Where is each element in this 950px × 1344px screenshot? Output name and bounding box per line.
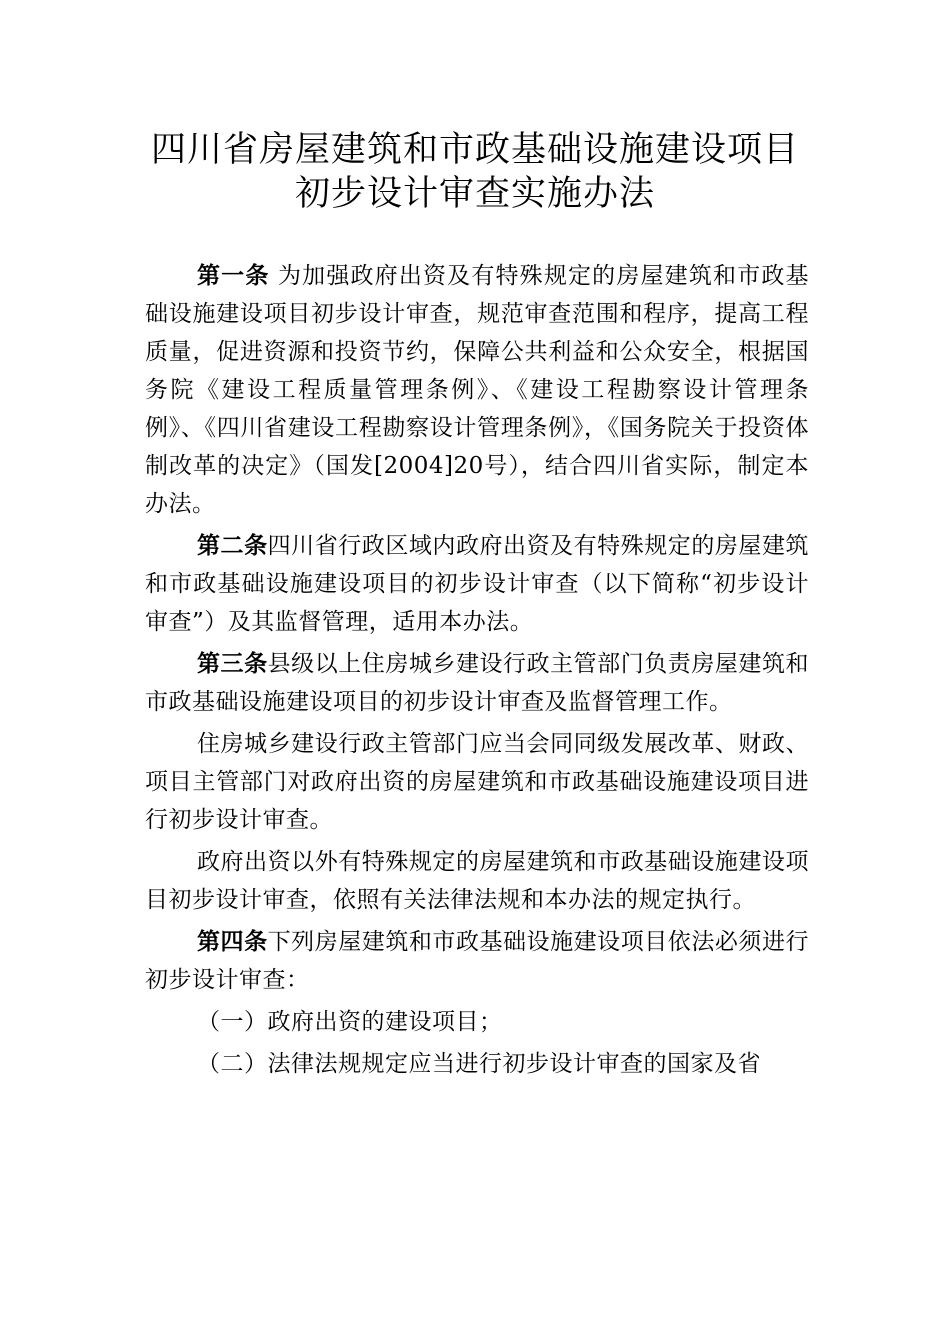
article-2-text: 四川省行政区域内政府出资及有特殊规定的房屋建筑和市政基础设施建设项目的初步设计审查（以下简称“初步设计审查”）及其监督管理，适用本办法。 <box>145 533 810 635</box>
document-body <box>145 257 809 1087</box>
list-item: （二）法律法规规定应当进行初步设计审查的国家及省 <box>197 1051 761 1077</box>
document-title-line-1: 四川省房屋建筑和市政基础设施建设项目 <box>150 130 799 170</box>
article-1-text: 为加强政府出资及有特殊规定的房屋建筑和市政基础设施建设项目初步设计审查，规范审查范围和程序，提高工程质量，促进资源和投资节约，保障公共利益和公众安全，根据国务院《建设工程质量管理条例》、《建设工程勘察设计管理条例》、《四川省建设工程勘察设计管理条例》，《国务院关于投资体制改革的决定》（国发[2004]20号），结合四川省实际，制定本办法。 <box>145 263 810 517</box>
article-4-label: 第四条 <box>197 929 268 955</box>
article-1-label: 第一条 <box>197 263 270 289</box>
article-1 <box>145 257 809 523</box>
article-3-paragraph-3: 政府出资以外有特殊规定的房屋建筑和市政基础设施建设项目初步设计审查，依照有关法律法规和本办法的规定执行。 <box>145 849 809 913</box>
list-item: （一）政府出资的建设项目； <box>197 1009 503 1035</box>
article-3 <box>145 645 809 721</box>
article-3-text: 县级以上住房城乡建设行政主管部门负责房屋建筑和市政基础设施建设项目的初步设计审查及监督管理工作。 <box>145 651 810 715</box>
article-3-label: 第三条 <box>197 651 268 677</box>
document-title-line-2: 初步设计审查实施办法 <box>294 174 655 214</box>
article-4 <box>145 923 809 999</box>
article-2-label: 第二条 <box>197 533 268 559</box>
article-2 <box>145 527 809 641</box>
article-3-paragraph-2: 住房城乡建设行政主管部门应当会同同级发展改革、财政、项目主管部门对政府出资的房屋建筑和市政基础设施建设项目进行初步设计审查。 <box>145 731 809 833</box>
article-4-text: 下列房屋建筑和市政基础设施建设项目依法必须进行初步设计审查： <box>145 929 810 993</box>
